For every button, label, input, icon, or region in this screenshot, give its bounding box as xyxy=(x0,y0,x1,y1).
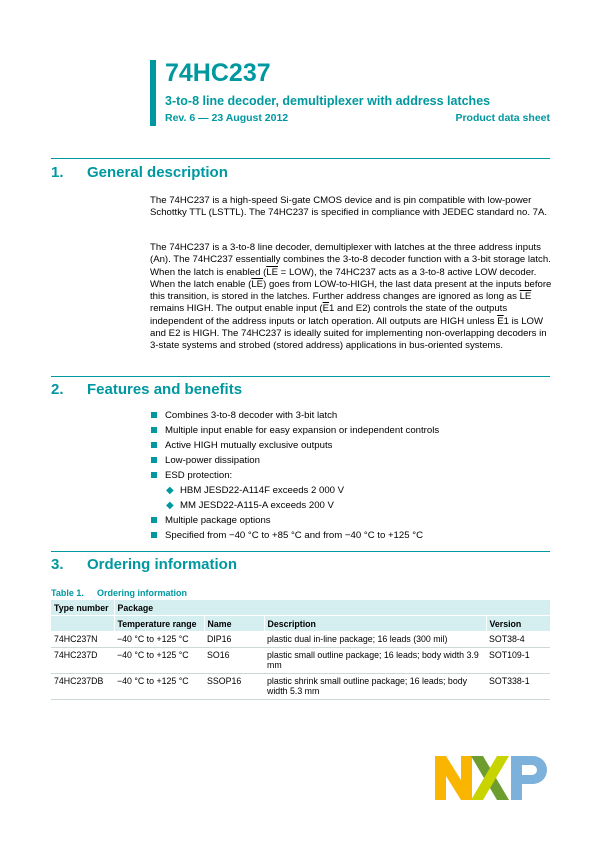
bullet-diamond-icon: ◆ xyxy=(166,485,174,496)
list-item: Combines 3-to-8 decoder with 3-bit latch xyxy=(150,408,439,423)
list-item: ESD protection: xyxy=(150,468,439,483)
section-rule xyxy=(51,376,550,377)
accent-bar xyxy=(150,60,156,126)
features-list xyxy=(150,408,439,543)
nxp-logo xyxy=(435,756,551,800)
section-heading-ordering: 3. Ordering information xyxy=(51,556,237,573)
page-subtitle: 3-to-8 line decoder, demultiplexer with address latches xyxy=(165,94,491,108)
table-header: Name xyxy=(204,616,264,632)
general-paragraph-2: The 74HC237 is a 3-to-8 line decoder, demultiplexer with latches at the three address inputs (An). The 74HC237 essentially combines the 3-to-8 decoder function with a 3-bit storage latch. When the latch is enabled $(\overline{LE} = LOW)$, the 74HC237 acts as a 3-to-8 active LOW decoder. When the latch enable $(\overline{LE})$ goes from LOW-to-HIGH, the last data present at the inputs before this transition, is stored in the latches. Further address changes are ignored as long as $\overline{LE}$ remains HIGH. The output enable input ($\overline{E}1$ and E2) controls the state of the outputs independent of the address inputs or latch operation. All outputs are HIGH unless $\overline{E}1$ is LOW and E2 is HIGH. The 74HC237 is ideally suited for implementing non-overlapping decoders in 3-state systems and strobed (stored address) applications in bus-oriented systems. xyxy=(150,242,552,352)
doc-type: Product data sheet xyxy=(455,112,550,124)
bullet-diamond-icon: ◆ xyxy=(166,500,174,511)
revision-line xyxy=(165,112,550,125)
table-header: Temperature range xyxy=(114,616,204,632)
bullet-square-icon xyxy=(151,412,157,418)
table-caption: Table 1. Ordering information xyxy=(51,588,187,598)
table-row: 74HC237N −40 °C to +125 °C DIP16 plastic dual in-line package; 16 leads (300 mil) SOT38-4 xyxy=(51,632,550,648)
bullet-square-icon xyxy=(151,532,157,538)
list-item: Active HIGH mutually exclusive outputs xyxy=(150,438,439,453)
list-item: Low-power dissipation xyxy=(150,453,439,468)
bullet-square-icon xyxy=(151,517,157,523)
table-row: 74HC237D −40 °C to +125 °C SO16 plastic small outline package; 16 leads; body width 3.9 mm SOT109-1 xyxy=(51,647,550,673)
table-header xyxy=(51,616,114,632)
list-item: Multiple package options xyxy=(150,513,439,528)
bullet-square-icon xyxy=(151,472,157,478)
general-paragraph-1: The 74HC237 is a high-speed Si-gate CMOS device and is pin compatible with low-power Schottky TTL (LSTTL). The 74HC237 is specified in compliance with JEDEC standard no. 7A. xyxy=(150,195,548,219)
section-heading-features: 2. Features and benefits xyxy=(51,381,243,398)
section-rule xyxy=(51,551,550,552)
list-item: Multiple input enable for easy expansion or independent controls xyxy=(150,423,439,438)
ordering-table xyxy=(51,600,550,700)
bullet-square-icon xyxy=(151,442,157,448)
sub-list-item: ◆ MM JESD22-A115-A exceeds 200 V xyxy=(166,500,334,511)
section-heading-general: 1. General description xyxy=(51,164,228,181)
bullet-square-icon xyxy=(151,427,157,433)
table-row: 74HC237DB −40 °C to +125 °C SSOP16 plastic shrink small outline package; 16 leads; body width 5.3 mm SOT338-1 xyxy=(51,673,550,699)
page-title: 74HC237 xyxy=(165,59,271,87)
section-rule xyxy=(51,158,550,159)
table-header: Description xyxy=(264,616,486,632)
table-header: Package xyxy=(114,600,550,616)
table-header: Version xyxy=(486,616,550,632)
list-item: Specified from −40 °C to +85 °C and from −40 °C to +125 °C xyxy=(150,528,439,543)
bullet-square-icon xyxy=(151,457,157,463)
sub-list-item: ◆ HBM JESD22-A114F exceeds 2 000 V xyxy=(166,485,345,496)
table-header: Type number xyxy=(51,600,114,616)
revision-text: Rev. 6 — 23 August 2012 xyxy=(165,112,289,124)
